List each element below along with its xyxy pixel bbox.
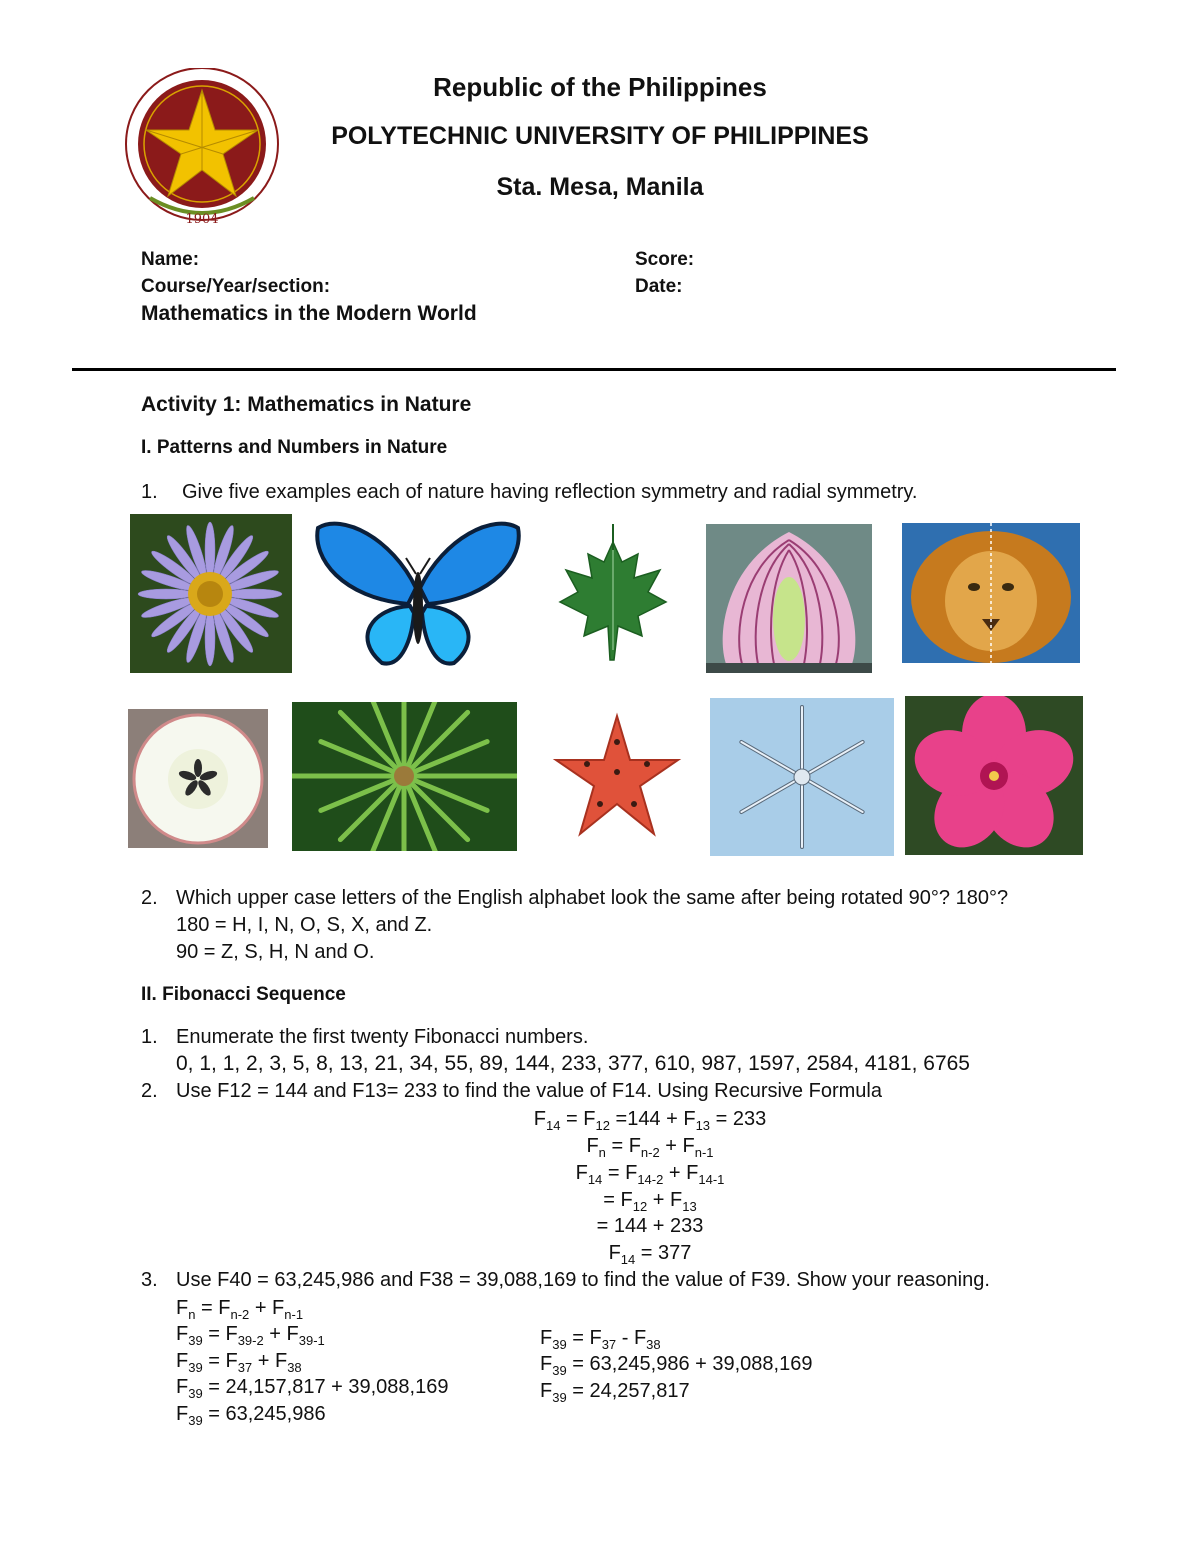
svg-text:1904: 1904 <box>185 212 219 227</box>
f39-left-line3: $F_{39} = F_{37} + F_{38}$ <box>176 1350 302 1375</box>
s2-q3-text: Use F40 = 63,245,986 and F38 = 39,088,169 to find the value of F39. Show your reasoning. <box>176 1269 990 1291</box>
f14-eq-line3: $F_{14} = F_{14-2} + F_{14-1}$ <box>575 1162 725 1187</box>
course-label: Course/Year/section: <box>141 276 331 297</box>
s2-q2-text: Use F12 = 144 and F13= 233 to find the value of F14. Using Recursive Formula <box>176 1080 882 1102</box>
onion-cross-section-image <box>706 524 872 673</box>
divider-line <box>72 368 1116 371</box>
s1-q1-number: 1. <box>141 481 158 503</box>
header-location: Sta. Mesa, Manila <box>496 173 704 201</box>
f39-left-line1: $F_n = F_{n-2} + F_{n-1}$ <box>176 1297 304 1322</box>
maple-leaf-image <box>556 520 670 668</box>
sago-palm-image <box>292 702 517 851</box>
aster-flower-image <box>130 514 292 673</box>
s2-q2-number: 2. <box>141 1080 158 1102</box>
s2-q3-number: 3. <box>141 1269 158 1291</box>
f39-right-line2: $F_{39} = 63,245,986 + 39,088,169$ <box>540 1353 813 1378</box>
f39-left-line2: $F_{39} = F_{39-2} + F_{39-1}$ <box>176 1323 325 1348</box>
f14-eq-line5: = 144 + 233 <box>596 1215 704 1237</box>
f14-eq-line6: $F_{14} = 377$ <box>608 1242 692 1267</box>
date-label: Date: <box>635 276 683 297</box>
header-university: POLYTECHNIC UNIVERSITY OF PHILIPPINES <box>331 122 869 150</box>
name-label: Name: <box>141 249 200 270</box>
s2-q1-text: Enumerate the first twenty Fibonacci numbers. <box>176 1026 589 1048</box>
section1-title: I. Patterns and Numbers in Nature <box>141 437 448 458</box>
s1-q2-answer-90: 90 = Z, S, H, N and O. <box>176 941 375 963</box>
s1-q1-text: Give five examples each of nature having reflection symmetry and radial symmetry. <box>182 481 918 503</box>
hibiscus-flower-image <box>905 696 1083 855</box>
f39-left-line5: $F_{39} = 63,245,986$ <box>176 1403 326 1428</box>
s2-q1-number: 1. <box>141 1026 158 1048</box>
fibonacci-list: 0, 1, 1, 2, 3, 5, 8, 13, 21, 34, 55, 89, 144, 233, 377, 610, 987, 1597, 2584, 4181, 6765 <box>176 1052 970 1075</box>
lion-face-mirrored-image <box>902 523 1080 663</box>
f14-eq-line4: = $F_{12} + F_{13}$ <box>603 1189 697 1214</box>
header-republic: Republic of the Philippines <box>433 72 767 102</box>
f39-right-line3: $F_{39} = 24,257,817$ <box>540 1380 690 1405</box>
score-label: Score: <box>635 249 695 270</box>
f39-right-line1: $F_{39} = F_{37} - F_{38}$ <box>540 1327 661 1352</box>
subject-title: Mathematics in the Modern World <box>141 302 477 325</box>
section2-title: II. Fibonacci Sequence <box>141 984 346 1005</box>
s1-q2-text: Which upper case letters of the English alphabet look the same after being rotated 90°? 180°? <box>176 887 1009 909</box>
apple-cross-section-image <box>128 709 268 848</box>
s1-q2-number: 2. <box>141 887 158 909</box>
f39-left-line4: $F_{39} = 24,157,817 + 39,088,169$ <box>176 1376 449 1401</box>
f14-eq-line2: $F_n = F_{n-2} + F_{n-1}$ <box>586 1135 714 1160</box>
activity-title: Activity 1: Mathematics in Nature <box>141 393 472 416</box>
s1-q2-answer-180: 180 = H, I, N, O, S, X, and Z. <box>176 914 433 936</box>
starfish-image <box>552 712 682 840</box>
snowflake-image <box>710 698 894 856</box>
blue-butterfly-image <box>312 518 524 672</box>
f14-eq-line1: $F_{14} = F_{12} =144 + F_{13} = 233$ <box>533 1108 767 1133</box>
